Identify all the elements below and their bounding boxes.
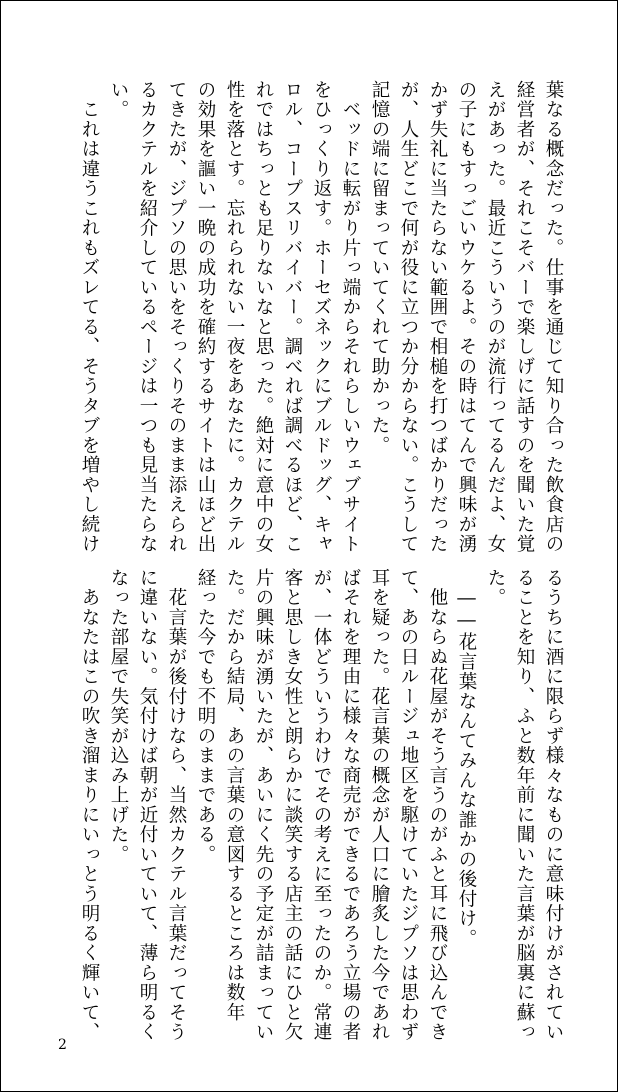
text-block-top: 葉なる概念だった。仕事を通じて知り合った飲食店の 経営者が、それこそバーで楽しげに話すのを聞いた覚 えがあった。最近こういうのが流行ってるんだよ、女 の子にもすっごいウケるよ。その時はてんで興味が湧 かず失礼に当たらない範囲で相槌を打つばかりだった が、人生どこで何が役に立つか分からない。こうして 記憶の端に留まっていてくれて助かった。 ベッドに転がり片っ端からそれらしいウェブサイト をひっくり返す。ホーセズネックにブルドッグ、キャ ロル、コープスリバイバー。調べれば調べるほど、こ れではちっとも足りないなと思った。絶対に意中の女 性を落とす。忘れられない一夜をあなたに。カクテル の効果を謳い一晩の成功を確約するサイトは山ほど出 てきたが、ジプソの思いをそっくりそのまま添えられ るカクテルを紹介しているページは一つも見当たらな い。 これは違うこれもズレてる、そうタブを増やし続け <box>79 80 564 554</box>
page-number: 2 <box>58 1037 67 1053</box>
text-block-bottom: るうちに酒に限らず様々なものに意味付けがされてい ることを知り、ふと数年前に聞いた言葉が脳裏に蘇っ た。 ――花言葉なんてみんな誰かの後付け。 他ならぬ花屋がそう言うのがふと耳に飛び込んでき て、あの日ルージュ地区を駆けていたジプソは思わず 耳を疑った。花言葉の概念が人口に膾炙した今であれ ばそれを理由に様々な商売ができるであろう立場の者 が、一体どういうわけでその考えに至ったのか。常連 客と思しき女性と朗らかに談笑する店主の話にひと欠 片の興味が湧いたが、あいにく先の予定が詰まってい た。だから結局、あの言葉の意図するところは数年 経った今でも不明のままである。 花言葉が後付けなら、当然カクテル言葉だってそう に違いない。気付けば朝が近付いていて、薄ら明るく なった部屋で失笑が込み上げた。 あなたはこの吹き溜まりにいっとう明るく輝いて、 <box>79 568 564 1042</box>
